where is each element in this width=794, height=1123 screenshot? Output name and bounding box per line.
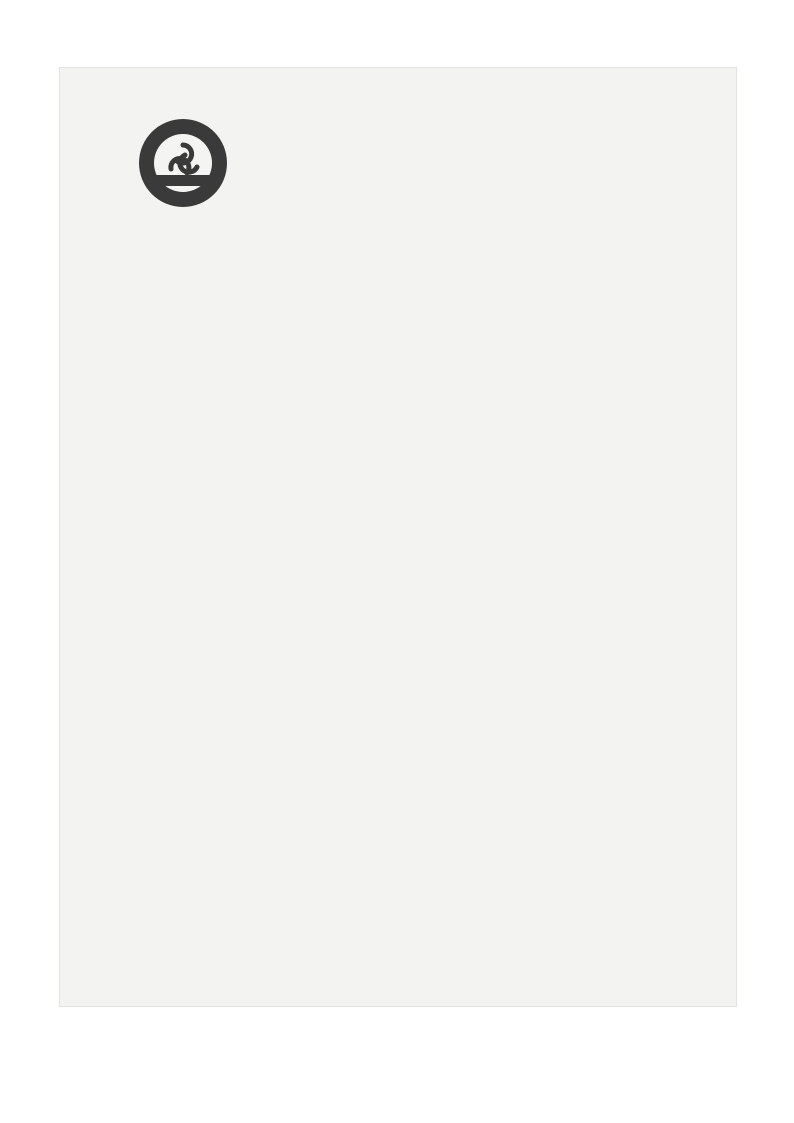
school-alliance-logo-icon xyxy=(137,117,229,209)
